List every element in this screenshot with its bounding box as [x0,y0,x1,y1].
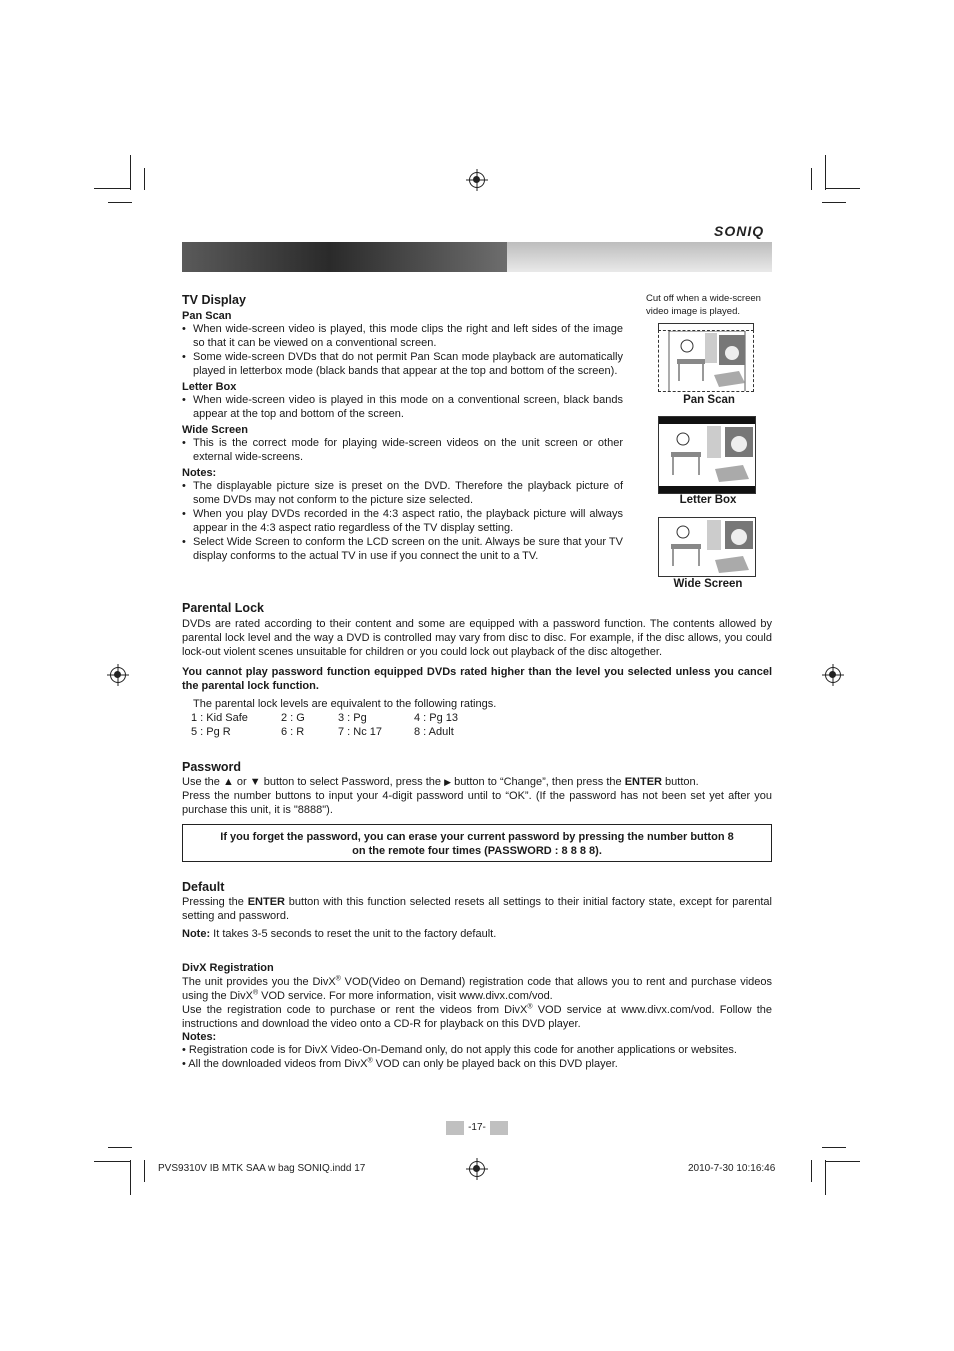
cutoff-note: Cut off when a wide-screen video image is played. [646,293,761,317]
password-reset-box: If you forget the password, you can erase your current password by pressing the number button 8 on the remote four times (PASSWORD : 8 8 8 8). [182,824,772,862]
crop-mark [108,202,132,203]
subheading: Notes: [182,467,217,479]
crop-mark [130,1160,131,1195]
bullet-item: • When wide-screen video is played, this mode clips the right and left sides of the image so that it can be viewed on a conventional screen. [182,322,623,350]
crop-mark [94,1161,130,1162]
pan-scan-illustration [658,330,754,392]
paragraph: The parental lock levels are equivalent to the following ratings. [193,698,497,710]
default-section [182,880,772,941]
paragraph: Use the registration code to purchase or rent the videos from DivX® VOD service at www.divx.com/vod. Follow the instructions and download the video onto a CD-R for playback on this DVD player. [182,1003,772,1030]
down-arrow-icon: ▼ [249,776,261,788]
crop-mark [811,168,812,190]
password-section [182,760,772,817]
header-bar [182,242,772,272]
right-arrow-icon: ▶ [444,777,452,787]
parental-lock-section [182,601,772,740]
crop-mark [826,188,860,189]
paragraph: Use the ▲ or ▼ button to select Password, press the ▶ button to “Change”, then press the ENTER button. [182,776,699,788]
crop-mark [130,155,131,190]
crop-mark [144,168,145,190]
note: • All the downloaded videos from DivX® VOD can only be played back on this DVD player. [182,1057,618,1070]
crop-mark [94,188,130,189]
rating-cell: 2 : G [281,712,305,724]
paragraph: DVDs are rated according to their content and some are equipped with a password function. The contents allowed by parental lock level and the way a DVD is controlled may vary from disc to disc. For example, if the disc allows, you could lock-out violent scenes unsuitable for children or you could lock out playback of the disc altogether. [182,618,772,658]
subheading: Wide Screen [182,424,248,436]
rating-cell: 5 : Pg R [191,726,231,738]
bullet-item: • The displayable picture size is preset on the DVD. Therefore the playback picture of some DVDs may not conform to the picture size selected. [182,479,623,507]
bullet-item: • Some wide-screen DVDs that do not permit Pan Scan mode playback are automatically played in letterbox mode (black bands that appear at the top and bottom of the screen). [182,350,623,378]
brand-logo: SONIQ [714,223,765,239]
bullet-item: • When you play DVDs recorded in the 4:3 aspect ratio, the playback picture will always appear in the 4:3 aspect ratio regardless of the TV display setting. [182,507,623,535]
notes-heading: Notes: [182,1031,217,1043]
crop-mark [144,1160,145,1182]
registration-mark-icon [469,1161,485,1177]
registration-mark-icon [110,667,126,683]
rating-cell: 1 : Kid Safe [191,712,248,724]
crop-mark [825,155,826,190]
warning-text: You cannot play password function equipped DVDs rated higher than the level you selected unless you cancel the parental lock function. [182,666,772,692]
footer-filename: PVS9310V IB MTK SAA w bag SONIQ.indd 17 [158,1163,366,1174]
registration-mark-icon [825,667,841,683]
crop-mark [108,1147,132,1148]
section-title: TV Display [182,293,246,307]
bullet-item: • When wide-screen video is played in this mode on a conventional screen, black bands appear at the top and bottom of the screen. [182,393,623,421]
subheading: Pan Scan [182,310,232,322]
section-title: Password [182,760,242,774]
paragraph: Pressing the ENTER button with this function selected resets all settings to their initial factory state, except for parental setting and password. [182,896,772,922]
subheading: Letter Box [182,381,237,393]
ratings-table [191,712,458,740]
section-title: Default [182,880,225,894]
section-title: DivX Registration [182,962,274,974]
bullet-item: • Select Wide Screen to conform the LCD screen on the unit. Always be sure that your TV display conforms to the actual TV in use if you connect the unit to a TV. [182,535,623,563]
note: Note: It takes 3-5 seconds to reset the unit to the factory default. [182,928,497,940]
tv-display-section [182,293,623,563]
table-row [191,726,458,740]
letter-box-illustration [658,416,756,494]
crop-mark [822,1147,846,1148]
crop-mark [826,1161,860,1162]
registration-mark-icon [469,172,485,188]
wide-screen-caption: Wide Screen [673,578,743,590]
divx-section [182,962,772,1071]
rating-cell: 3 : Pg [338,712,367,724]
rating-cell: 6 : R [281,726,305,738]
rating-cell: 8 : Adult [414,726,454,738]
table-row [191,712,458,726]
paragraph: The unit provides you the DivX® VOD(Video on Demand) registration code that allows you to rent and purchase videos using the DivX® VOD service. For more information, visit www.divx.com/vod. [182,975,772,1002]
crop-mark [825,1160,826,1195]
crop-mark [822,202,846,203]
pan-scan-caption: Pan Scan [683,394,735,406]
crop-mark [811,1160,812,1182]
footer-timestamp: 2010-7-30 10:16:46 [688,1163,776,1174]
page-number: -17- [446,1121,508,1135]
letter-box-caption: Letter Box [679,494,737,506]
rating-cell: 4 : Pg 13 [414,712,459,724]
wide-screen-illustration [658,517,756,577]
up-arrow-icon: ▲ [222,776,234,788]
bullet-item: • This is the correct mode for playing wide-screen videos on the unit screen or other external wide-screens. [182,436,623,464]
note: • Registration code is for DivX Video-On-Demand only, do not apply this code for another applications or websites. [182,1044,737,1056]
section-title: Parental Lock [182,601,264,615]
paragraph: Press the number buttons to input your 4-digit password until to “OK”. (If the password has not been set yet after you purchase this unit, it is "8888"). [182,790,772,816]
rating-cell: 7 : Nc 17 [338,726,383,738]
